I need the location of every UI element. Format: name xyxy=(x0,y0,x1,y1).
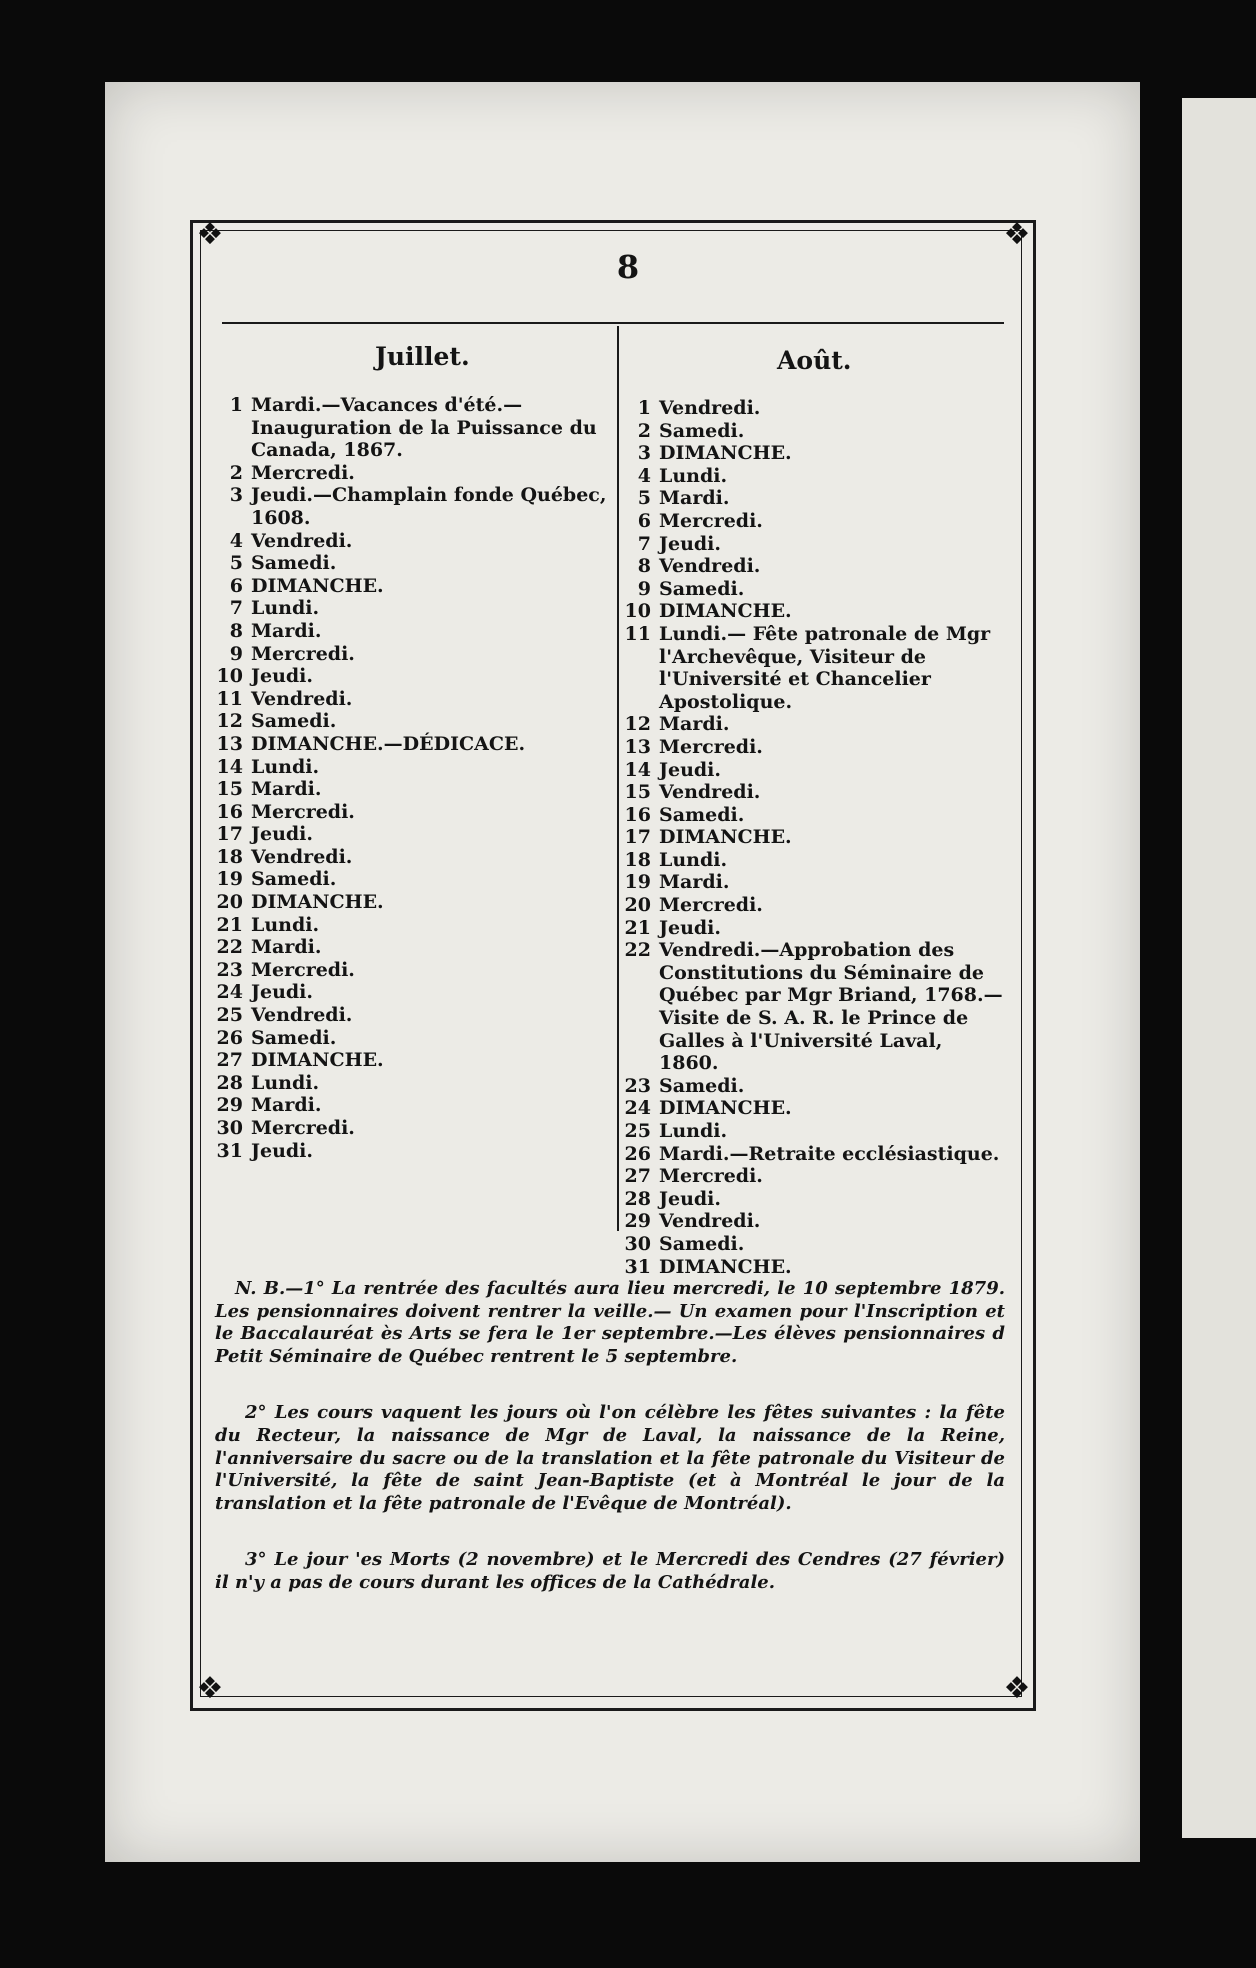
day-text: Mercredi. xyxy=(659,894,763,917)
calendar-entry xyxy=(623,1188,1008,1211)
day-text: Mardi. xyxy=(251,619,322,642)
calendar-entry xyxy=(215,914,615,937)
day-text: DIMANCHE. xyxy=(659,1097,792,1120)
day-text: Mardi. xyxy=(659,871,730,894)
day-number: 7 xyxy=(637,532,651,555)
day-number: 19 xyxy=(624,871,651,894)
calendar-entry xyxy=(215,530,615,553)
calendar-entry xyxy=(215,1004,615,1027)
calendar-entry xyxy=(623,917,1008,940)
day-number: 3 xyxy=(229,484,243,507)
day-text: Lundi. xyxy=(251,597,320,620)
day-number: 17 xyxy=(216,823,243,846)
calendar-entry xyxy=(623,623,1008,713)
day-number: 9 xyxy=(637,577,651,600)
day-number: 20 xyxy=(624,894,651,917)
day-number: 25 xyxy=(216,1004,243,1027)
calendar-entry xyxy=(623,939,1008,1075)
calendar-entry xyxy=(215,688,615,711)
header-rule xyxy=(222,322,1004,324)
day-text: Mercredi. xyxy=(659,735,763,758)
day-text: Jeudi.—Champlain fonde Québec, 1608. xyxy=(251,484,607,529)
day-number: 28 xyxy=(624,1187,651,1210)
calendar-entry xyxy=(215,733,615,756)
day-number: 18 xyxy=(216,845,243,868)
day-number: 28 xyxy=(216,1071,243,1094)
day-text: Mercredi. xyxy=(659,1165,763,1188)
day-number: 15 xyxy=(624,781,651,804)
adjacent-page-edge xyxy=(1182,98,1256,1838)
day-number: 31 xyxy=(624,1255,651,1278)
calendar-entry xyxy=(215,710,615,733)
day-number: 12 xyxy=(624,713,651,736)
calendar-entry xyxy=(623,600,1008,623)
calendar-entry xyxy=(215,484,615,529)
day-number: 1 xyxy=(229,394,243,416)
day-text: Vendredi. xyxy=(251,529,353,552)
day-number: 4 xyxy=(229,529,243,552)
day-text: Lundi. xyxy=(659,464,728,487)
calendar-entry xyxy=(215,575,615,598)
day-number: 30 xyxy=(624,1232,651,1255)
day-text: Lundi. xyxy=(251,755,320,778)
day-number: 23 xyxy=(624,1074,651,1097)
day-text: Lundi. xyxy=(251,1071,320,1094)
day-text: Mercredi. xyxy=(659,509,763,532)
day-text: Samedi. xyxy=(251,1026,337,1049)
calendar-entry xyxy=(623,1075,1008,1098)
calendar-entry xyxy=(623,781,1008,804)
day-number: 29 xyxy=(216,1094,243,1117)
day-text: Samedi. xyxy=(251,710,337,733)
day-number: 2 xyxy=(229,461,243,484)
day-text: DIMANCHE. xyxy=(251,574,384,597)
day-number: 3 xyxy=(637,442,651,465)
day-number: 30 xyxy=(216,1117,243,1139)
calendar-entry xyxy=(215,394,615,462)
day-text: Jeudi. xyxy=(251,981,314,1004)
day-text: Jeudi. xyxy=(659,916,722,939)
day-number: 2 xyxy=(637,419,651,442)
calendar-entry xyxy=(623,849,1008,872)
page-number: 8 xyxy=(616,248,640,286)
aout-calendar-list xyxy=(623,397,1008,1278)
day-number: 31 xyxy=(216,1139,243,1162)
day-number: 29 xyxy=(624,1210,651,1233)
calendar-entry xyxy=(623,1256,1008,1279)
day-text: DIMANCHE. xyxy=(251,891,384,914)
day-text: Vendredi.—Approbation des Constitutions du Séminaire de Québec par Mgr Briand, 1768.—Visite de S. A. R. le Prince de Galles à l'Université Laval, 1860. xyxy=(659,939,1003,1075)
day-number: 14 xyxy=(216,755,243,778)
day-number: 11 xyxy=(624,622,651,645)
day-number: 13 xyxy=(624,735,651,758)
day-number: 16 xyxy=(624,803,651,826)
calendar-entry xyxy=(623,487,1008,510)
day-number: 14 xyxy=(624,758,651,781)
calendar-entry xyxy=(215,778,615,801)
day-text: Vendredi. xyxy=(659,1210,761,1233)
calendar-entry xyxy=(215,462,615,485)
day-text: Vendredi. xyxy=(659,781,761,804)
day-number: 21 xyxy=(624,916,651,939)
day-number: 19 xyxy=(216,868,243,891)
calendar-entry xyxy=(623,1210,1008,1233)
day-text: Samedi. xyxy=(251,552,337,575)
day-text: Mercredi. xyxy=(251,1117,355,1139)
day-text: Samedi. xyxy=(659,577,745,600)
calendar-entry xyxy=(623,804,1008,827)
day-text: DIMANCHE. xyxy=(659,1255,792,1278)
calendar-entry xyxy=(215,552,615,575)
day-text: DIMANCHE. xyxy=(659,826,792,849)
day-text: DIMANCHE. xyxy=(659,600,792,623)
day-number: 22 xyxy=(216,936,243,959)
calendar-entry xyxy=(215,981,615,1004)
day-number: 18 xyxy=(624,848,651,871)
calendar-entry xyxy=(623,555,1008,578)
calendar-entry xyxy=(623,1165,1008,1188)
calendar-entry xyxy=(215,959,615,982)
calendar-entry xyxy=(215,936,615,959)
day-text: Jeudi. xyxy=(251,1139,314,1162)
calendar-entry xyxy=(215,801,615,824)
day-number: 16 xyxy=(216,800,243,823)
day-number: 22 xyxy=(624,939,651,962)
day-text: Jeudi. xyxy=(659,532,722,555)
month-title-aout: Août. xyxy=(777,346,852,375)
day-text: Jeudi. xyxy=(251,665,314,688)
day-number: 26 xyxy=(216,1026,243,1049)
day-text: Lundi. xyxy=(251,913,320,936)
day-number: 5 xyxy=(229,552,243,575)
calendar-entry xyxy=(215,823,615,846)
day-number: 8 xyxy=(229,619,243,642)
month-title-juillet: Juillet. xyxy=(375,342,470,371)
day-number: 25 xyxy=(624,1120,651,1142)
day-number: 11 xyxy=(216,687,243,710)
day-text: Samedi. xyxy=(659,803,745,826)
calendar-entry xyxy=(623,1097,1008,1120)
day-number: 23 xyxy=(216,958,243,981)
ornament-corner-icon: ❖ xyxy=(196,1671,224,1706)
calendar-entry xyxy=(623,759,1008,782)
day-number: 15 xyxy=(216,778,243,801)
day-number: 24 xyxy=(624,1097,651,1120)
calendar-entry xyxy=(215,1094,615,1117)
calendar-entry xyxy=(623,510,1008,533)
calendar-entry xyxy=(623,1143,1008,1166)
ornament-corner-icon: ❖ xyxy=(1003,217,1031,252)
day-text: Mercredi. xyxy=(251,642,355,665)
day-number: 12 xyxy=(216,710,243,733)
day-text: Mardi. xyxy=(251,778,322,801)
day-number: 27 xyxy=(216,1049,243,1072)
calendar-entry xyxy=(215,643,615,666)
day-number: 10 xyxy=(624,600,651,623)
ornament-corner-icon: ❖ xyxy=(1003,1671,1031,1706)
calendar-entry xyxy=(215,756,615,779)
day-number: 9 xyxy=(229,642,243,665)
day-text: Vendredi. xyxy=(251,1004,353,1027)
column-divider xyxy=(617,326,619,1231)
note-third: 3° Le jour 'es Morts (2 novembre) et le Mercredi des Cendres (27 février) il n'y a pas de cours durant les offices de la Cathédrale. xyxy=(215,1549,1005,1593)
note-nb: N. B.—1° La rentrée des facultés aura lieu mercredi, le 10 septembre 1879. Les pensionnaires doivent rentrer la veille.— Un examen pour l'Inscription et le Baccalauréat ès Arts se fera le 1er septembre.—Les élèves pensionnaires d Petit Séminaire de Québec rentrent le 5 septembre. xyxy=(215,1278,1005,1367)
day-number: 24 xyxy=(216,981,243,1004)
day-number: 6 xyxy=(637,509,651,532)
day-text: DIMANCHE.—DÉDICACE. xyxy=(251,732,526,755)
day-text: Vendredi. xyxy=(251,687,353,710)
juillet-calendar-list xyxy=(215,394,615,1162)
day-text: Mardi.—Retraite ecclésiastique. xyxy=(659,1142,1000,1165)
day-number: 26 xyxy=(624,1142,651,1165)
calendar-entry xyxy=(623,420,1008,443)
day-text: Mercredi. xyxy=(251,800,355,823)
day-text: Mercredi. xyxy=(251,461,355,484)
day-text: Vendredi. xyxy=(659,397,761,419)
day-text: Jeudi. xyxy=(659,758,722,781)
day-text: Samedi. xyxy=(659,419,745,442)
calendar-entry xyxy=(623,1233,1008,1256)
day-number: 6 xyxy=(229,574,243,597)
calendar-entry xyxy=(623,397,1008,420)
calendar-entry xyxy=(215,665,615,688)
calendar-entry xyxy=(215,891,615,914)
day-text: DIMANCHE. xyxy=(251,1049,384,1072)
calendar-entry xyxy=(215,1140,615,1163)
day-number: 10 xyxy=(216,665,243,688)
day-text: Jeudi. xyxy=(251,823,314,846)
calendar-entry xyxy=(623,465,1008,488)
day-number: 5 xyxy=(637,487,651,510)
day-number: 4 xyxy=(637,464,651,487)
calendar-entry xyxy=(623,1120,1008,1143)
calendar-entry xyxy=(215,620,615,643)
calendar-entry xyxy=(623,713,1008,736)
day-text: DIMANCHE. xyxy=(659,442,792,465)
note-second: 2° Les cours vaquent les jours où l'on célèbre les fêtes suivantes : la fête du Recteur, la naissance de Mgr de Laval, la naissance de la Reine, l'anniversaire du sacre ou de la translation et la fête patronale du Visiteur de l'Université, la fête de saint Jean-Baptiste (et à Montréal le jour de la translation et la fête patronale de l'Evêque de Montréal). xyxy=(215,1402,1005,1514)
notes-section xyxy=(215,1278,1005,1629)
day-text: Lundi. xyxy=(659,848,728,871)
day-text: Mardi. xyxy=(251,1094,322,1117)
day-text: Mardi. xyxy=(659,713,730,736)
day-number: 8 xyxy=(637,555,651,578)
calendar-entry xyxy=(215,1049,615,1072)
day-text: Samedi. xyxy=(659,1232,745,1255)
day-number: 17 xyxy=(624,826,651,849)
calendar-entry xyxy=(623,578,1008,601)
calendar-entry xyxy=(623,826,1008,849)
day-number: 1 xyxy=(637,397,651,419)
day-number: 7 xyxy=(229,597,243,620)
day-number: 13 xyxy=(216,732,243,755)
calendar-entry xyxy=(215,1072,615,1095)
calendar-entry xyxy=(623,894,1008,917)
day-number: 20 xyxy=(216,891,243,914)
ornament-corner-icon: ❖ xyxy=(196,217,224,252)
calendar-entry xyxy=(215,868,615,891)
day-text: Mardi. xyxy=(659,487,730,510)
day-text: Mardi. xyxy=(251,936,322,959)
day-number: 27 xyxy=(624,1165,651,1188)
day-text: Vendredi. xyxy=(251,845,353,868)
calendar-entry xyxy=(623,871,1008,894)
day-text: Mercredi. xyxy=(251,958,355,981)
day-number: 21 xyxy=(216,913,243,936)
day-text: Mardi.—Vacances d'été.—Inauguration de la Puissance du Canada, 1867. xyxy=(251,394,597,462)
day-text: Lundi. xyxy=(659,1120,728,1142)
calendar-entry xyxy=(623,736,1008,759)
calendar-entry xyxy=(215,1027,615,1050)
calendar-entry xyxy=(215,846,615,869)
day-text: Samedi. xyxy=(251,868,337,891)
day-text: Vendredi. xyxy=(659,555,761,578)
calendar-entry xyxy=(623,533,1008,556)
day-text: Samedi. xyxy=(659,1074,745,1097)
day-text: Lundi.— Fête patronale de Mgr l'Archevêque, Visiteur de l'Université et Chancelier Apostolique. xyxy=(659,622,991,713)
day-text: Jeudi. xyxy=(659,1187,722,1210)
calendar-entry xyxy=(623,442,1008,465)
calendar-entry xyxy=(215,1117,615,1140)
calendar-entry xyxy=(215,597,615,620)
